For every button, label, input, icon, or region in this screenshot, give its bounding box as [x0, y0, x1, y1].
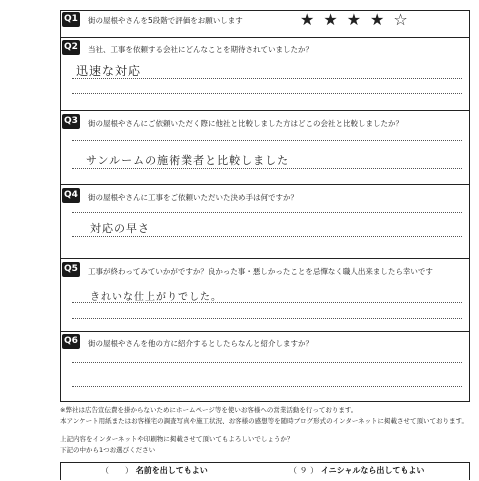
option-label: 名前を出してもよい	[135, 466, 208, 475]
answer-text: 対応の早さ	[90, 222, 150, 235]
option-name-ok[interactable]	[101, 463, 208, 481]
option-initial-ok[interactable]	[289, 463, 424, 481]
option-label: イニシャルなら出してもよい	[320, 466, 425, 475]
star-filled-icon: ★	[323, 10, 347, 29]
question-text: 街の屋根やさんを5段階で評価をお願いします	[88, 16, 243, 25]
answer-line	[72, 362, 462, 363]
option-mark: （ ９ ）	[289, 466, 319, 475]
answer-line	[72, 302, 462, 303]
answer-text: サンルームの施術業者と比較しました	[86, 154, 290, 167]
answer-line	[72, 93, 462, 94]
star-empty-icon: ☆	[393, 10, 417, 29]
question-text: 街の屋根やさんに工事をご依頼いただいた決め手は何ですか？	[88, 193, 298, 202]
answer-text: きれいな仕上がりでした。	[90, 292, 222, 303]
question-text: 街の屋根やさんを他の方に紹介するとしたらなんと紹介しますか？	[88, 339, 313, 348]
answer-line	[72, 318, 462, 319]
answer-line	[72, 78, 462, 79]
footer-note: 下記の中から1つお選びください	[60, 446, 156, 454]
publication-choice-box	[60, 462, 470, 480]
question-number-badge: Q3	[62, 114, 80, 129]
question-number-badge: Q4	[62, 188, 80, 203]
answer-line	[72, 236, 462, 237]
question-text: 当社、工事を依頼する会社にどんなことを期待されていましたか？	[88, 45, 313, 54]
answer-line	[72, 140, 462, 141]
question-text: 工事が終わってみていかがですか？良かった事・悪しかったことを忌憚なく職人出来ましたら幸いです	[88, 267, 433, 276]
option-mark: （ ）	[101, 466, 133, 475]
answer-text: 迅速な対応	[76, 64, 142, 78]
star-filled-icon: ★	[346, 10, 371, 29]
question-number-badge: Q5	[62, 262, 80, 277]
footer-note: ※弊社は広告宣伝費を掛からないためにホームページ等を使いお客様への営業活動を行っております。	[60, 406, 358, 414]
question-number-badge: Q1	[62, 12, 80, 27]
answer-line	[72, 212, 462, 213]
footer-note: 上記内容をインターネットや印刷物に掲載させて頂いてもよろしいでしょうか？	[60, 435, 294, 443]
answer-line	[72, 386, 462, 387]
answer-line	[72, 168, 462, 169]
question-text: 街の屋根やさんにご依頼いただく際に他社と比較しました方はどこの会社と比較しましたか？	[88, 119, 403, 128]
star-filled-icon: ★	[370, 10, 394, 29]
question-number-badge: Q2	[62, 40, 80, 55]
rating-stars	[300, 10, 417, 29]
footer-note: 本アンケート用紙またはお客様宅の調査写真や施工状況、お客様の感想等を随時ブログ形式のインターネットに掲載させて頂いております。	[60, 417, 469, 425]
star-filled-icon: ★	[300, 10, 324, 29]
question-number-badge: Q6	[62, 334, 80, 349]
